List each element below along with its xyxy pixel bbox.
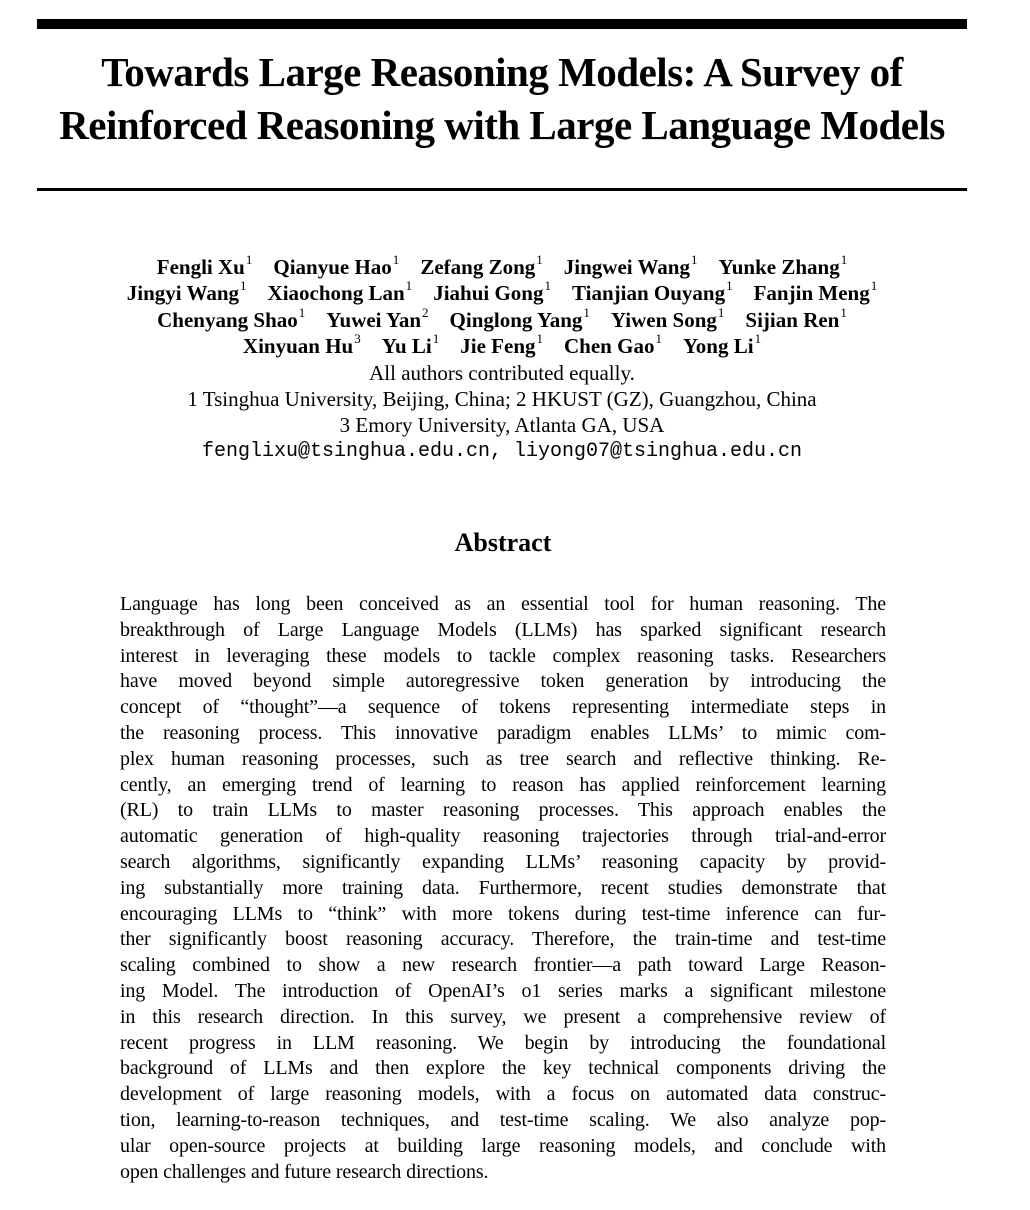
author-emails: fenglixu@tsinghua.edu.cn, liyong07@tsinghua.edu.cn	[201, 439, 803, 463]
author-affiliation-sup: 1	[405, 278, 413, 294]
abstract-line: recent progress in LLM reasoning. We begin by introducing the foundational	[120, 1031, 886, 1054]
author-affiliation-sup: 1	[536, 331, 544, 347]
author-affiliation-sup: 1	[691, 252, 698, 268]
abstract-heading: Abstract	[454, 528, 552, 557]
title-line-1: Towards Large Reasoning Models: A Survey of	[101, 49, 903, 95]
affiliation-line-1: 1 Tsinghua University, Beijing, China; 2 HKUST (GZ), Guangzhou, China	[187, 387, 817, 412]
abstract-line: Language has long been conceived as an essential tool for human reasoning. The	[120, 593, 886, 615]
author-name: Fanjin Meng$^1$	[753, 278, 878, 306]
author-line	[37, 304, 967, 333]
abstract-text	[120, 592, 886, 1185]
abstract-line: ing substantially more training data. Furthermore, recent studies demonstrate that	[120, 876, 886, 899]
author-affiliation-sup: 1	[432, 331, 440, 347]
author-name: Qianyue Hao$^1$	[273, 252, 400, 279]
author-affiliation-sup: 1	[392, 252, 400, 268]
author-line	[37, 254, 967, 280]
author-name: Chen Gao$^1$	[564, 331, 662, 359]
abstract-line: ular open-source projects at building large reasoning models, and conclude with	[120, 1134, 886, 1157]
title-line-2: Reinforced Reasoning with Large Language Models	[59, 102, 945, 148]
paper-title	[37, 46, 967, 152]
author-affiliation-sup: 1	[840, 252, 848, 268]
author-affiliation-sup: 1	[840, 304, 847, 320]
abstract-line: plex human reasoning processes, such as tree search and reflective thinking. Re-	[120, 747, 886, 770]
author-name: Xiaochong Lan$^1$	[267, 278, 413, 306]
abstract-line: background of LLMs and then explore the key technical components driving the	[120, 1057, 886, 1080]
abstract-line: interest in leveraging these models to tackle complex reasoning tasks. Researchers	[120, 644, 886, 667]
author-name: Fengli Xu$^1$	[156, 252, 253, 279]
author-name: Xinyuan Hu$^3$	[242, 331, 361, 359]
abstract-line: scaling combined to show a new research frontier—a path toward Large Reason-	[120, 954, 886, 977]
contribution-note: All authors contributed equally.	[369, 360, 635, 385]
abstract-line: in this research direction. In this survey, we present a comprehensive review of	[120, 1005, 886, 1028]
abstract-line: (RL) to train LLMs to master reasoning processes. This approach enables the	[120, 799, 886, 822]
abstract-line: tion, learning-to-reason techniques, and test-time scaling. We also analyze pop-	[120, 1108, 886, 1131]
author-name: Chenyang Shao$^1$	[157, 304, 306, 332]
author-name: Jie Feng$^1$	[460, 331, 544, 359]
author-affiliation-sup: 1	[754, 331, 762, 347]
author-name: Jingyi Wang$^1$	[126, 278, 247, 306]
author-line	[37, 333, 967, 359]
author-affiliation-sup: 1	[536, 252, 543, 268]
top-rule	[37, 19, 967, 29]
abstract-line: development of large reasoning models, with a focus on automated data construc-	[120, 1083, 886, 1106]
author-name: Qinglong Yang$^1$	[449, 304, 590, 332]
abstract-line: automatic generation of high-quality reasoning trajectories through trial-and-error	[120, 825, 886, 848]
abstract-line: open challenges and future research directions.	[120, 1160, 489, 1183]
author-name: Jiahui Gong$^1$	[433, 278, 551, 306]
title-rule	[37, 188, 967, 191]
affiliation-line-2: 3 Emory University, Atlanta GA, USA	[339, 413, 665, 438]
author-affiliation-sup: 1	[717, 304, 725, 320]
abstract-line: breakthrough of Large Language Models (LLMs) has sparked significant research	[120, 618, 886, 641]
author-name: Zefang Zong$^1$	[420, 252, 543, 279]
author-name: Yunke Zhang$^1$	[718, 252, 848, 279]
abstract-line: search algorithms, significantly expanding LLMs’ reasoning capacity by provid-	[120, 850, 886, 873]
author-affiliation-sup: 3	[354, 331, 361, 347]
abstract-line: concept of “thought”—a sequence of tokens representing intermediate steps in	[120, 696, 886, 719]
author-affiliation-sup: 1	[655, 331, 662, 347]
author-line	[37, 280, 967, 306]
author-block	[37, 254, 967, 465]
author-affiliation-sup: 2	[422, 304, 429, 320]
author-lines	[37, 254, 967, 360]
abstract-line: ther significantly boost reasoning accuracy. Therefore, the train-time and test-time	[120, 928, 886, 951]
author-affiliation-sup: 1	[726, 278, 733, 294]
abstract-line: encouraging LLMs to “think” with more tokens during test-time inference can fur-	[120, 902, 886, 925]
author-affiliation-sup: 1	[870, 278, 878, 294]
author-name: Sijian Ren$^1$	[745, 304, 847, 332]
author-name: Yu Li$^1$	[381, 331, 440, 359]
author-name: Yuwei Yan$^2$	[326, 304, 429, 332]
author-affiliation-sup: 1	[240, 278, 247, 294]
author-affiliation-sup: 1	[583, 304, 590, 320]
author-affiliation-sup: 1	[298, 304, 306, 320]
author-affiliation-sup: 1	[245, 252, 253, 268]
author-name: Yong Li$^1$	[682, 331, 762, 359]
author-affiliation-sup: 1	[544, 278, 551, 294]
abstract-line: ing Model. The introduction of OpenAI’s o1 series marks a significant milestone	[120, 979, 886, 1002]
author-name: Tianjian Ouyang$^1$	[572, 278, 733, 306]
abstract-line: have moved beyond simple autoregressive token generation by introducing the	[120, 670, 886, 693]
abstract-line: the reasoning process. This innovative paradigm enables LLMs’ to mimic com-	[120, 721, 886, 744]
abstract-line: cently, an emerging trend of learning to reason has applied reinforcement learning	[120, 773, 886, 796]
author-name: Yiwen Song$^1$	[610, 304, 725, 332]
author-name: Jingwei Wang$^1$	[563, 252, 698, 279]
